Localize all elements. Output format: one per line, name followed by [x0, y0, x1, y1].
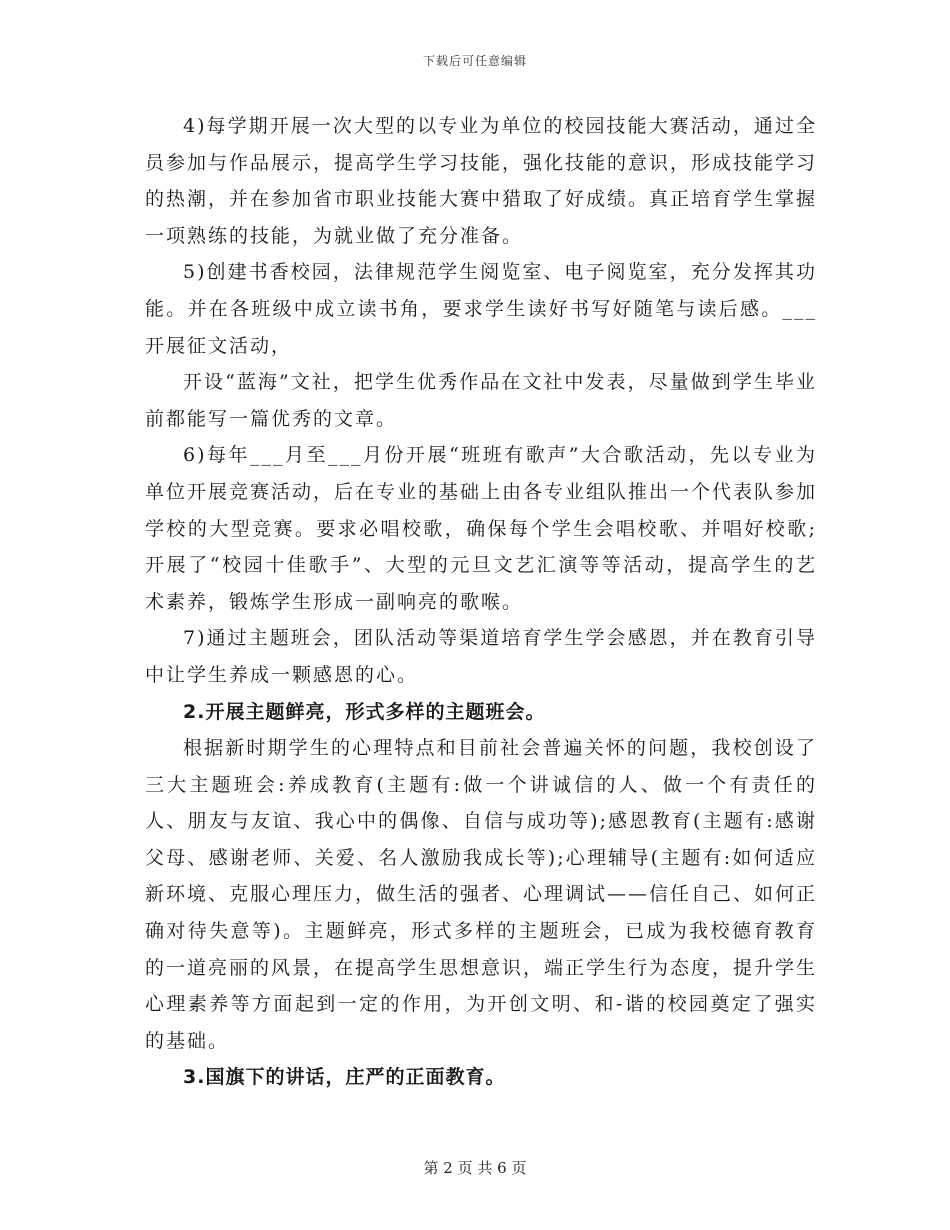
- paragraph-reading-campus: 5)创建书香校园，法律规范学生阅览室、电子阅览室，充分发挥其功能。并在各班级中成立读书角，要求学生读好书写好随笔与读后感。___开展征文活动，: [145, 261, 817, 357]
- section-heading-flag-speech: 3.国旗下的讲话，庄严的正面教育。: [183, 1066, 506, 1089]
- paragraph-gratitude-education: 7)通过主题班会，团队活动等渠道培育学生学会感恩，并在教育引导中让学生养成一颗感恩的心。: [145, 627, 817, 686]
- page-header: 下载后可任意编辑: [422, 54, 527, 68]
- paragraph-literary-society: 开设“蓝海”文社，把学生优秀作品在文社中发表，尽量做到学生毕业前都能写一篇优秀的文章。: [145, 371, 817, 430]
- document-body: [145, 108, 817, 1096]
- page-footer-page-number: 第 2 页 共 6 页: [423, 1159, 527, 1177]
- paragraph-theme-meetings: 根据新时期学生的心理特点和目前社会普遍关怀的问题，我校创设了三大主题班会:养成教育(主题有:做一个讲诚信的人、做一个有责任的人、朋友与友谊、我心中的偶像、自信与成功等);感恩教育(主题有:感谢父母、感谢老师、关爱、名人激励我成长等);心理辅导(主题有:如何适应新环境、克服心理压力，做生活的强者、心理调试——信任自己、如何正确对待失意等)。主题鲜亮，形式多样的主题班会，已成为我校德育教育的一道亮丽的风景，在提高学生思想意识，端正学生行为态度，提升学生心理素养等方面起到一定的作用，为开创文明、和-谐的校园奠定了强实的基础。: [145, 737, 818, 1052]
- section-heading-theme-meetings: 2.开展主题鲜亮，形式多样的主题班会。: [183, 700, 546, 723]
- paragraph-singing-activity: 6)每年___月至___月份开展“班班有歌声”大合歌活动，先以专业为单位开展竞赛活动，后在专业的基础上由各专业组队推出一个代表队参加学校的大型竞赛。要求必唱校歌，确保每个学生会唱校歌、并唱好校歌;开展了“校园十佳歌手”、大型的元旦文艺汇演等等活动，提高学生的艺术素养，锻炼学生形成一副响亮的歌喉。: [145, 444, 818, 613]
- paragraph-skills-contest: 4)每学期开展一次大型的以专业为单位的校园技能大赛活动，通过全员参加与作品展示，提高学生学习技能，强化技能的意识，形成技能学习的热潮，并在参加省市职业技能大赛中猎取了好成绩。真正培育学生掌握一项熟练的技能，为就业做了充分准备。: [145, 115, 818, 247]
